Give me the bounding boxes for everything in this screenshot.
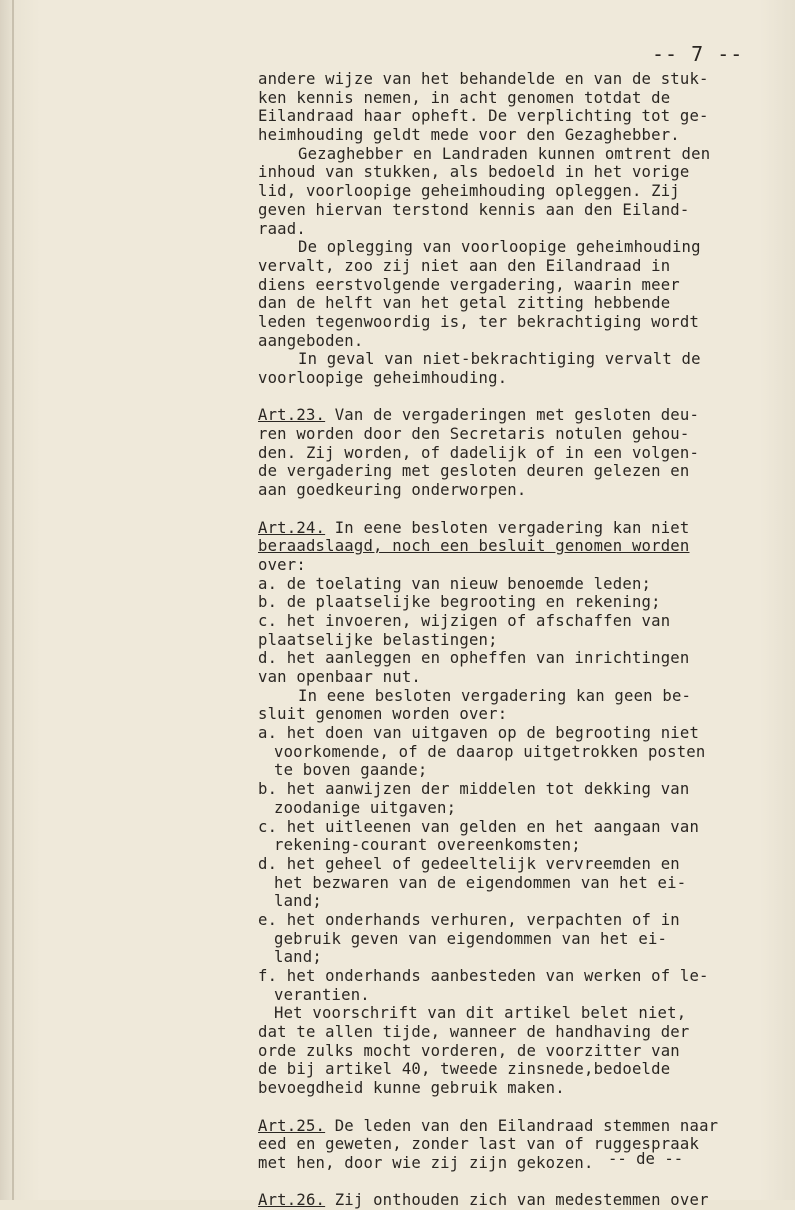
text-line — [258, 481, 718, 500]
article-label: Art.23. — [258, 406, 326, 425]
line-text: ren worden door den Secretaris notulen gehou- — [258, 425, 690, 444]
line-text: voorkomende, of de daarop uitgetrokken posten — [274, 742, 706, 761]
text-line — [258, 649, 718, 668]
line-text: f. het onderhands aanbesteden van werken of le- — [258, 967, 709, 985]
line-text: het bezwaren van de eigendommen van het ei- — [274, 873, 687, 892]
text-line — [258, 257, 718, 276]
text-line — [258, 612, 718, 631]
text-line — [258, 201, 718, 220]
text-line — [258, 425, 718, 444]
text-line — [258, 556, 718, 575]
text-line — [258, 818, 718, 837]
text-line — [258, 1117, 718, 1136]
text-line — [258, 967, 718, 986]
text-line — [258, 107, 718, 126]
line-text: b. de plaatselijke begrooting en rekening; — [258, 593, 661, 612]
text-line — [258, 892, 718, 911]
text-line — [258, 930, 718, 949]
line-text: eed en geweten, zonder last van of ruggespraak — [258, 1135, 700, 1154]
line-text: De leden van den Eilandraad stemmen naar — [325, 1116, 719, 1135]
line-text: rekening-courant overeenkomsten; — [274, 836, 581, 855]
line-text: verantien. — [274, 985, 370, 1004]
line-text: met hen, door wie zij zijn gekozen. — [258, 1153, 594, 1172]
line-text: te boven gaande; — [274, 761, 428, 780]
paragraph-gap — [258, 500, 718, 519]
line-text: land; — [274, 948, 322, 967]
text-line — [258, 743, 718, 762]
catchword-footer: -- de -- — [608, 1150, 684, 1168]
line-text: In eene besloten vergadering kan niet — [325, 518, 690, 537]
text-line — [258, 145, 718, 164]
text-line — [258, 575, 718, 594]
line-text: aan goedkeuring onderworpen. — [258, 481, 527, 500]
line-text: leden tegenwoordig is, ter bekrachtiging wordt — [258, 312, 700, 331]
line-text: dat te allen tijde, wanneer de handhaving der — [258, 1023, 690, 1042]
text-line — [258, 519, 718, 538]
line-text: c. het invoeren, wijzigen of afschaffen van — [258, 611, 671, 630]
line-text: beraadslaagd, noch een besluit genomen worden — [258, 537, 690, 556]
text-line — [258, 313, 718, 332]
text-line — [258, 1042, 718, 1061]
line-text: lid, voorloopige geheimhouding opleggen. Zij — [258, 182, 680, 201]
text-line — [258, 70, 718, 89]
line-text: In eene besloten vergadering kan geen be- — [298, 686, 692, 705]
text-line — [258, 1023, 718, 1042]
line-text: land; — [274, 892, 322, 911]
line-text: c. het uitleenen van gelden en het aangaan van — [258, 817, 700, 836]
text-line — [258, 687, 718, 706]
line-text: b. het aanwijzen der middelen tot dekking van — [258, 780, 690, 799]
text-line — [258, 855, 718, 874]
line-text: diens eerstvolgende vergadering, waarin meer — [258, 275, 680, 294]
text-line — [258, 220, 718, 239]
text-line — [258, 406, 718, 425]
page-number: -- 7 -- — [652, 42, 744, 66]
text-line — [258, 332, 718, 351]
line-text: over: — [258, 555, 306, 574]
text-line — [258, 631, 718, 650]
paragraph-gap — [258, 388, 718, 407]
line-text: De oplegging van voorloopige geheimhouding — [298, 238, 701, 257]
line-text: vervalt, zoo zij niet aan den Eilandraad in — [258, 256, 671, 275]
line-text: de vergadering met gesloten deuren gelezen en — [258, 462, 690, 481]
text-line — [258, 294, 718, 313]
line-text: a. de toelating van nieuw benoemde leden; — [258, 574, 652, 593]
text-line — [258, 238, 718, 257]
line-text: gebruik geven van eigendommen van het ei- — [274, 929, 668, 948]
line-text: Van de vergaderingen met gesloten deu- — [325, 406, 700, 425]
line-text: geven hiervan terstond kennis aan den Eiland- — [258, 200, 690, 219]
page-fold-line — [12, 0, 14, 1200]
line-text: d. het aanleggen en opheffen van inrichtingen — [258, 649, 690, 668]
text-line — [258, 593, 718, 612]
line-text: heimhouding geldt mede voor den Gezaghebber. — [258, 126, 680, 145]
line-text: Het voorschrift van dit artikel belet niet, — [274, 1004, 687, 1023]
text-line — [258, 668, 718, 687]
line-text: van openbaar nut. — [258, 668, 421, 686]
line-text: a. het doen van uitgaven op de begrooting niet — [258, 724, 700, 743]
text-line — [258, 126, 718, 145]
paragraph-gap — [258, 1098, 718, 1117]
text-line — [258, 705, 718, 724]
line-text: zoodanige uitgaven; — [274, 798, 457, 817]
text-line — [258, 1004, 718, 1023]
line-text: raad. — [258, 219, 306, 238]
line-text: inhoud van stukken, als bedoeld in het vorige — [258, 163, 690, 182]
text-line — [258, 537, 718, 556]
line-text: andere wijze van het behandelde en van de stuk- — [258, 70, 709, 88]
line-text: den. Zij worden, of dadelijk of in een volgen- — [258, 443, 700, 462]
line-text: voorloopige geheimhouding. — [258, 369, 508, 387]
line-text: d. het geheel of gedeeltelijk vervreemden en — [258, 854, 680, 873]
text-line — [258, 89, 718, 108]
text-line — [258, 874, 718, 893]
text-line — [258, 163, 718, 182]
article-label: Art.24. — [258, 518, 326, 537]
text-line — [258, 276, 718, 295]
line-text: orde zulks mocht vorderen, de voorzitter van — [258, 1041, 680, 1060]
text-line — [258, 369, 718, 388]
text-line — [258, 1079, 718, 1098]
text-line — [258, 350, 718, 369]
line-text: plaatselijke belastingen; — [258, 630, 498, 649]
line-text: Eilandraad haar opheft. De verplichting tot ge- — [258, 107, 709, 126]
text-line — [258, 836, 718, 855]
text-line — [258, 911, 718, 930]
text-line — [258, 182, 718, 201]
paragraph-gap — [258, 1173, 718, 1192]
text-line — [258, 462, 718, 481]
text-line — [258, 444, 718, 463]
line-text: Gezaghebber en Landraden kunnen omtrent den — [298, 144, 711, 163]
line-text: ken kennis nemen, in acht genomen totdat de — [258, 88, 671, 107]
article-label: Art.25. — [258, 1116, 326, 1135]
line-text: de bij artikel 40, tweede zinsnede,bedoelde — [258, 1060, 671, 1079]
line-text: aangeboden. — [258, 331, 364, 350]
line-text: Zij onthouden zich van medestemmen over — [325, 1191, 709, 1210]
text-line — [258, 986, 718, 1005]
text-line — [258, 948, 718, 967]
line-text: In geval van niet-bekrachtiging vervalt de — [298, 350, 701, 369]
text-line — [258, 1191, 718, 1210]
line-text: bevoegdheid kunne gebruik maken. — [258, 1079, 565, 1098]
article-label: Art.26. — [258, 1191, 326, 1210]
text-line — [258, 761, 718, 780]
document-body — [258, 70, 718, 1210]
line-text: sluit genomen worden over: — [258, 705, 508, 724]
line-text: dan de helft van het getal zitting hebbende — [258, 294, 671, 313]
text-line — [258, 780, 718, 799]
text-line — [258, 799, 718, 818]
text-line — [258, 1060, 718, 1079]
text-line — [258, 724, 718, 743]
line-text: e. het onderhands verhuren, verpachten of in — [258, 910, 680, 929]
